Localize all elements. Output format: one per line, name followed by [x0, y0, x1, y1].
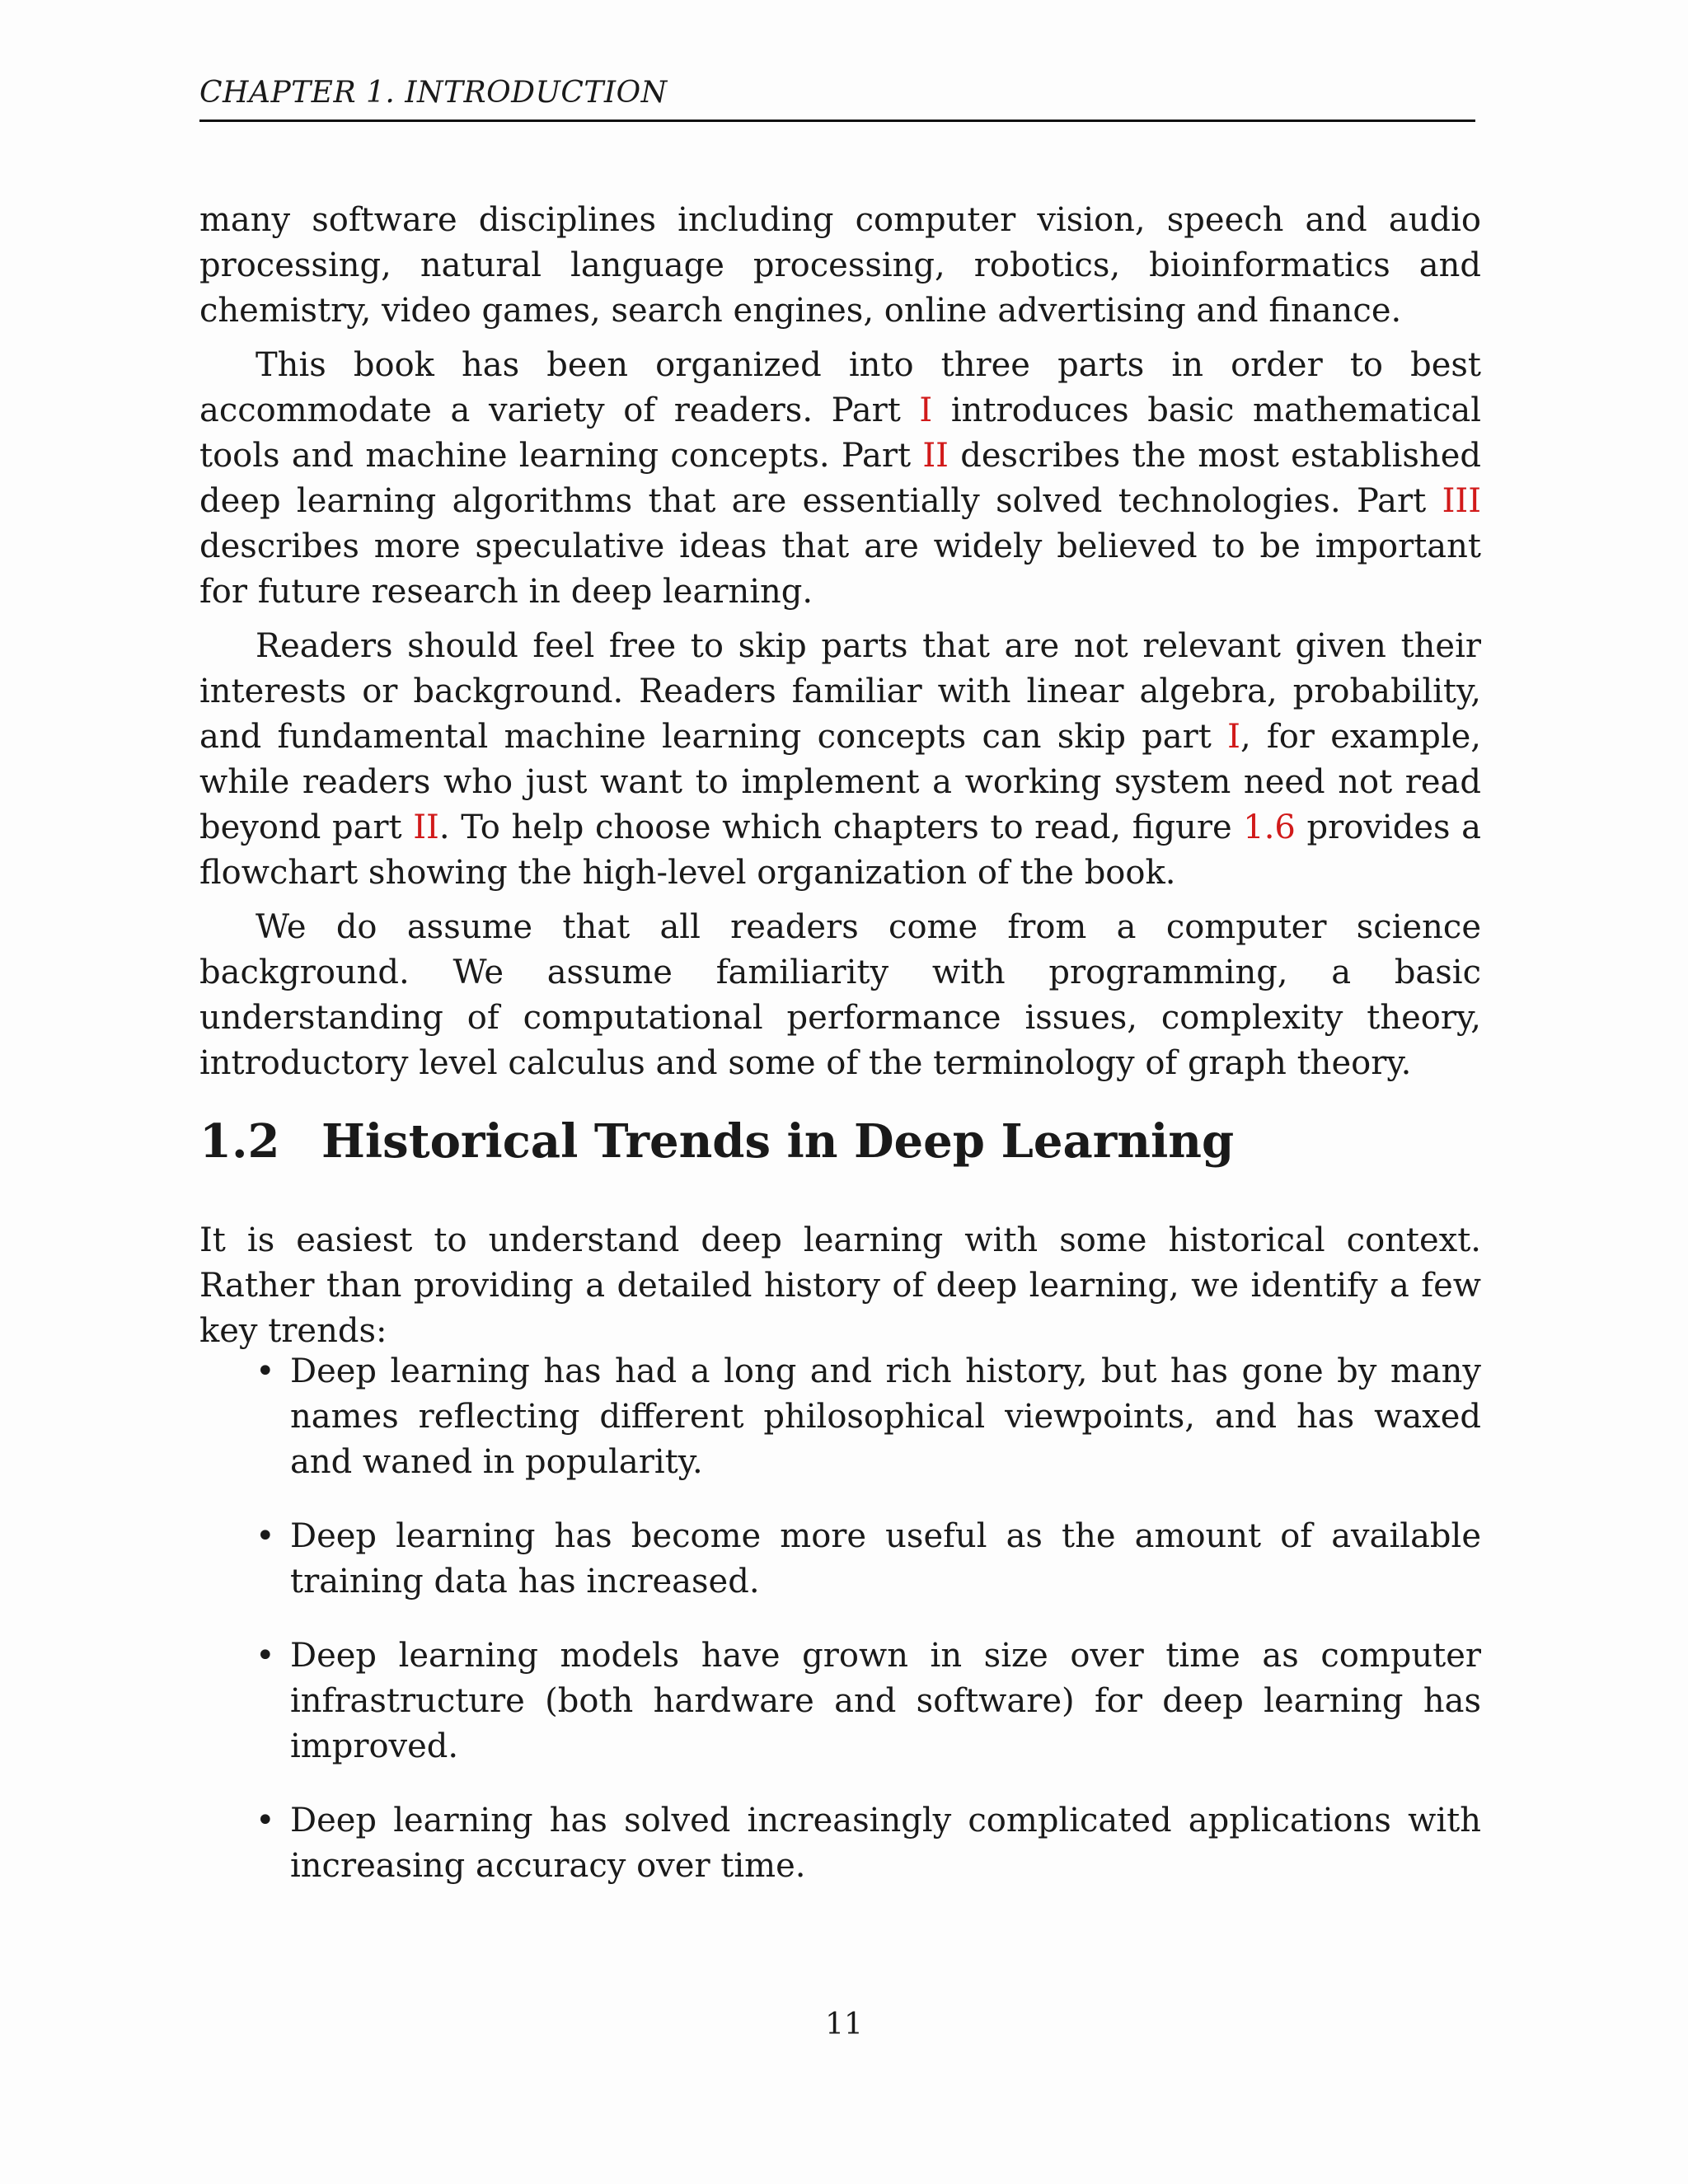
- list-item: • Deep learning has become more useful as the amount of available training data has increased.: [199, 1514, 1481, 1605]
- paragraph-3-text-3: . To help choose which chapters to read, figure: [438, 808, 1244, 846]
- figure-1-6-link[interactable]: 1.6: [1243, 808, 1296, 846]
- paragraph-3-text-1: Readers should feel free to skip parts that are not relevant given their interests or background. Readers familiar with linear algebra, probability, and fundamental machine learning concepts can skip part: [199, 627, 1481, 756]
- paragraph-4: We do assume that all readers come from a computer science background. We assume familiarity with programming, a basic understanding of computational performance issues, complexity theory, introductory level calculus and some of the terminology of graph theory.: [199, 908, 1481, 1082]
- part-3-link[interactable]: III: [1442, 482, 1481, 520]
- paragraph-2: [199, 343, 1481, 615]
- trend-list: [199, 1349, 1481, 1918]
- part-2-link[interactable]: II: [413, 808, 439, 846]
- running-header: CHAPTER 1. INTRODUCTION: [199, 76, 668, 110]
- paragraph-2-text-3: describes the most established deep learning algorithms that are essentially solved technologies. Part: [199, 437, 1481, 520]
- section-title: Historical Trends in Deep Learning: [321, 1114, 1235, 1169]
- paragraph-1: many software disciplines including computer vision, speech and audio processing, natural language processing, robotics, bioinformatics and chemistry, video games, search engines, online advertising and finance.: [199, 201, 1481, 330]
- section-number: 1.2: [199, 1114, 280, 1169]
- paragraph-3-text-2: , for example, while readers who just want to implement a working system need not read beyond part: [199, 718, 1481, 846]
- paragraph-3-text-4: provides a flowchart showing the high-level organization of the book.: [199, 808, 1481, 892]
- section-intro: It is easiest to understand deep learning with some historical context. Rather than providing a detailed history of deep learning, we identify a few key trends:: [199, 1221, 1481, 1350]
- list-item: • Deep learning has had a long and rich history, but has gone by many names reflecting different philosophical viewpoints, and has waxed and waned in popularity.: [199, 1349, 1481, 1485]
- header-rule: [199, 120, 1475, 122]
- part-1-link[interactable]: I: [1227, 718, 1240, 756]
- paragraph-2-text-4: describes more speculative ideas that are widely believed to be important for future research in deep learning.: [199, 527, 1481, 611]
- paragraph-2-text-1: This book has been organized into three parts in order to best accommodate a variety of readers. Part: [199, 346, 1481, 429]
- page-number: 11: [825, 2008, 863, 2041]
- body-text: [199, 198, 1481, 1086]
- paragraph-2-text-2: introduces basic mathematical tools and machine learning concepts. Part: [199, 391, 1482, 475]
- section-heading: [199, 1113, 1481, 1170]
- part-2-link[interactable]: II: [922, 437, 949, 475]
- part-1-link[interactable]: I: [919, 391, 933, 429]
- list-item: • Deep learning models have grown in size over time as computer infrastructure (both hardware and software) for deep learning has improved.: [199, 1633, 1481, 1769]
- paragraph-3: [199, 624, 1481, 896]
- list-item: • Deep learning has solved increasingly complicated applications with increasing accuracy over time.: [199, 1798, 1481, 1889]
